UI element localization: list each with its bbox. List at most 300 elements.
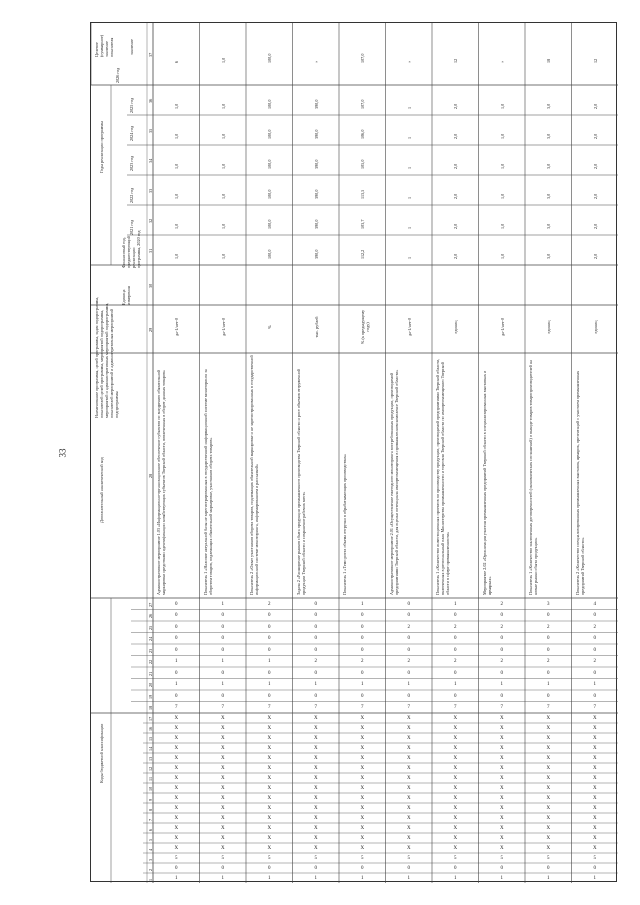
code-digit: X <box>313 716 318 721</box>
row-year-value: 390,0 <box>313 129 319 139</box>
code-digit: 2 <box>268 601 271 607</box>
row-name: Показатель 2 «Охват участников оборота товаров, подлежащих обязательной маркировке и не зарегистрированных в государственной информационной системе мониторинга, информированием и рассылкой» <box>249 355 259 595</box>
code-digit: X <box>313 796 318 801</box>
code-digit: 0 <box>268 624 271 630</box>
column-number: 28 <box>148 473 153 478</box>
column-number: 1 <box>148 878 153 881</box>
code-digit: 0 <box>454 636 457 642</box>
row-year-value: 1,0 <box>499 193 505 199</box>
code-digit: X <box>546 746 551 751</box>
code-digit: 0 <box>175 636 178 642</box>
code-digit: 0 <box>361 693 364 699</box>
code-digit: X <box>546 776 551 781</box>
code-digit: X <box>313 736 318 741</box>
page-number: 33 <box>57 448 68 458</box>
row-target-value: 12 <box>592 58 598 63</box>
row-year-value: 1,0 <box>174 253 180 259</box>
column-number: 13 <box>148 756 153 761</box>
code-digit: X <box>174 796 179 801</box>
code-digit: X <box>453 776 458 781</box>
code-digit: X <box>313 826 318 831</box>
row-year-value: 100,0 <box>267 129 273 139</box>
column-number: 17 <box>148 716 153 721</box>
column-number: 18 <box>148 706 153 711</box>
code-digit: X <box>267 796 272 801</box>
code-digit: 0 <box>454 670 457 676</box>
code-digit: 2 <box>314 659 317 665</box>
column-number: 2 <box>148 868 153 871</box>
code-digit: 7 <box>221 705 224 711</box>
table-grid <box>91 23 618 883</box>
code-digit: X <box>313 776 318 781</box>
code-digit: X <box>546 806 551 811</box>
code-digit: 0 <box>314 866 317 871</box>
code-digit: X <box>220 796 225 801</box>
code-digit: X <box>267 786 272 791</box>
code-digit: X <box>267 736 272 741</box>
code-digit: X <box>592 756 597 761</box>
code-digit: 0 <box>547 866 550 871</box>
code-digit: X <box>453 846 458 851</box>
header-unit-column: Единица измерения <box>121 286 131 305</box>
row-year-value: 3,0 <box>546 163 552 169</box>
code-digit: 0 <box>500 866 503 871</box>
code-digit: X <box>313 846 318 851</box>
code-digit: X <box>360 776 365 781</box>
code-digit: X <box>267 836 272 841</box>
code-digit: 5 <box>593 856 596 861</box>
row-unit: да-1/нет-0 <box>220 317 226 337</box>
code-digit: X <box>267 746 272 751</box>
code-digit: X <box>499 716 504 721</box>
code-digit: 0 <box>175 693 178 699</box>
code-digit: 1 <box>454 876 457 881</box>
code-digit: X <box>220 766 225 771</box>
code-digit: X <box>406 826 411 831</box>
column-number: 14 <box>148 746 153 751</box>
code-digit: 0 <box>268 647 271 653</box>
row-year-value: 113,5 <box>360 189 366 199</box>
column-number: 29 <box>148 327 153 332</box>
row-year-value: 106,0 <box>360 129 366 139</box>
code-digit: X <box>406 806 411 811</box>
code-digit: 0 <box>500 693 503 699</box>
row-unit: да-1/нет-0 <box>174 317 180 337</box>
code-digit: 0 <box>314 613 317 619</box>
row-name: Показатель 2 «Количество специализированных промышленных выставок, ярмарок, презентаций с участием промышленных предприятий Тверской области» <box>574 370 585 595</box>
code-digit: 0 <box>593 613 596 619</box>
row-year-value: 3,0 <box>546 223 552 229</box>
code-digit: 0 <box>361 636 364 642</box>
code-digit: X <box>220 806 225 811</box>
code-digit: X <box>360 736 365 741</box>
code-digit: 7 <box>175 705 178 711</box>
code-digit: X <box>453 796 458 801</box>
row-name: Показатель 1 «Количество заключенных договоренностей (экономических соглашений) о выходе товаров товаропроизводителей на новые рынки сбыта продукции» <box>528 359 538 595</box>
code-digit: 0 <box>314 636 317 642</box>
row-target-value: × <box>499 60 505 63</box>
row-target-value: 18 <box>546 58 552 63</box>
code-digit: 0 <box>175 866 178 871</box>
code-digit: X <box>267 806 272 811</box>
code-digit: X <box>360 756 365 761</box>
code-digit: X <box>174 836 179 841</box>
code-digit: X <box>453 746 458 751</box>
code-digit: 1 <box>500 682 503 688</box>
code-digit: 5 <box>454 856 457 861</box>
code-digit: X <box>267 816 272 821</box>
column-number: 9 <box>148 798 153 801</box>
code-digit: 0 <box>547 693 550 699</box>
code-digit: X <box>174 826 179 831</box>
column-number: 35 <box>148 128 153 133</box>
code-digit: 0 <box>407 670 410 676</box>
header-year-2021: 2021 год <box>129 219 134 235</box>
code-digit: 1 <box>221 601 224 607</box>
code-digit: X <box>220 716 225 721</box>
code-digit: 7 <box>593 705 596 711</box>
code-digit: X <box>360 806 365 811</box>
column-number: 6 <box>148 828 153 831</box>
header-year-2026: 2026 год <box>115 67 120 83</box>
column-number: 8 <box>148 808 153 811</box>
code-digit: 0 <box>547 647 550 653</box>
row-year-value: 100,0 <box>267 159 273 169</box>
code-digit: 0 <box>221 624 224 630</box>
code-digit: X <box>220 836 225 841</box>
code-digit: X <box>313 726 318 731</box>
row-year-value: 2,0 <box>453 253 459 259</box>
row-year-value: 1,0 <box>174 163 180 169</box>
code-digit: X <box>453 716 458 721</box>
code-digit: X <box>220 746 225 751</box>
code-digit: 0 <box>500 636 503 642</box>
code-digit: X <box>499 836 504 841</box>
header-year-2025: 2025 год <box>129 97 134 113</box>
code-digit: 1 <box>268 876 271 881</box>
row-year-value: 100,0 <box>267 99 273 109</box>
row-year-value: 1,0 <box>220 253 226 259</box>
code-digit: 0 <box>221 647 224 653</box>
code-digit: X <box>360 836 365 841</box>
code-digit: 0 <box>407 693 410 699</box>
code-digit: 0 <box>361 624 364 630</box>
code-digit: X <box>174 726 179 731</box>
code-digit: X <box>453 756 458 761</box>
row-year-value: 2,0 <box>453 223 459 229</box>
header-year-2022: 2022 год <box>129 187 134 203</box>
code-digit: X <box>546 786 551 791</box>
code-digit: X <box>453 786 458 791</box>
code-digit: 2 <box>361 659 364 665</box>
code-digit: 4 <box>593 601 596 607</box>
code-digit: 1 <box>175 876 178 881</box>
column-number: 21 <box>148 671 153 676</box>
code-digit: X <box>220 826 225 831</box>
code-digit: X <box>360 786 365 791</box>
column-number: 22 <box>148 660 153 665</box>
column-number: 15 <box>148 736 153 741</box>
code-digit: X <box>406 716 411 721</box>
code-digit: 1 <box>221 876 224 881</box>
code-digit: X <box>267 716 272 721</box>
code-digit: X <box>174 816 179 821</box>
column-number: 24 <box>148 637 153 642</box>
code-digit: 0 <box>175 624 178 630</box>
code-digit: 0 <box>593 647 596 653</box>
code-digit: X <box>592 826 597 831</box>
row-name: Показатель 1 «Темп роста объема отгрузки в обрабатывающих производствах» <box>342 453 347 595</box>
column-number: 31 <box>148 248 153 253</box>
code-digit: X <box>546 756 551 761</box>
code-digit: 0 <box>407 613 410 619</box>
row-target-value: 1,0 <box>220 57 226 63</box>
column-number: 34 <box>148 158 153 163</box>
code-digit: 2 <box>454 624 457 630</box>
code-digit: 0 <box>221 670 224 676</box>
row-unit: тыс. рублей <box>313 316 319 338</box>
code-digit: 0 <box>454 647 457 653</box>
code-digit: X <box>546 726 551 731</box>
column-number: 3 <box>148 858 153 861</box>
row-year-value: 1 <box>406 256 412 259</box>
header-budget-codes: Коды бюджетной классификации <box>99 723 104 783</box>
column-number: 19 <box>148 694 153 699</box>
code-digit: 0 <box>314 601 317 607</box>
code-digit: X <box>499 816 504 821</box>
code-digit: 5 <box>407 856 410 861</box>
code-digit: X <box>174 756 179 761</box>
code-digit: X <box>499 846 504 851</box>
row-year-value: 1,0 <box>220 223 226 229</box>
code-digit: 0 <box>500 670 503 676</box>
code-digit: X <box>220 726 225 731</box>
code-digit: X <box>313 746 318 751</box>
code-digit: 3 <box>547 601 550 607</box>
row-year-value: 3,0 <box>546 133 552 139</box>
code-digit: X <box>499 786 504 791</box>
code-digit: 1 <box>361 601 364 607</box>
column-number: 11 <box>148 776 153 781</box>
row-year-value: 1,0 <box>499 103 505 109</box>
row-target-value: 6 <box>174 60 180 63</box>
code-digit: 0 <box>361 647 364 653</box>
code-digit: 5 <box>500 856 503 861</box>
code-digit: X <box>174 746 179 751</box>
row-year-value: 1 <box>406 196 412 199</box>
row-year-value: 1,0 <box>220 163 226 169</box>
code-digit: X <box>220 786 225 791</box>
code-digit: 0 <box>593 670 596 676</box>
code-digit: X <box>267 766 272 771</box>
header-target-column: Целевое (суммарное) значение показателя <box>94 34 114 57</box>
code-digit: X <box>499 756 504 761</box>
code-digit: 2 <box>407 624 410 630</box>
row-year-value: 1,0 <box>174 133 180 139</box>
row-year-value: 390,0 <box>313 219 319 229</box>
header-extra-code: Дополнительный аналитический код <box>99 457 104 523</box>
code-digit: X <box>592 806 597 811</box>
code-digit: 1 <box>175 659 178 665</box>
row-year-value: 1 <box>406 136 412 139</box>
column-number: 37 <box>148 52 153 57</box>
row-name: Показатель 1 «Количество инвестиционных проектов по производству продукции, производимой предприятиями Тверской области, включенных в региональный план Министерства промышленности и торговли Тверской области по импортозамещению Тверской области в сфере промышленности» <box>435 358 450 595</box>
header-year-2023: 2023 год <box>129 155 134 171</box>
row-target-value: 100,0 <box>267 53 273 63</box>
code-digit: X <box>453 736 458 741</box>
column-number: 27 <box>148 602 153 607</box>
code-digit: 0 <box>407 636 410 642</box>
code-digit: X <box>453 806 458 811</box>
column-number: 4 <box>148 848 153 851</box>
code-digit: 0 <box>314 693 317 699</box>
column-number: 7 <box>148 818 153 821</box>
code-digit: 2 <box>500 624 503 630</box>
row-year-value: 112,2 <box>360 249 366 259</box>
code-digit: 0 <box>500 613 503 619</box>
column-number: 25 <box>148 625 153 630</box>
row-year-value: 103,7 <box>360 219 366 229</box>
code-digit: 1 <box>407 876 410 881</box>
row-year-value: 100,0 <box>267 219 273 229</box>
code-digit: 0 <box>593 693 596 699</box>
code-digit: X <box>499 796 504 801</box>
code-digit: X <box>313 766 318 771</box>
code-digit: 0 <box>547 636 550 642</box>
row-name: Административное мероприятие 1.03 «Информационно-организационное обеспечение субъектов по внедрению обязательной маркировки средствами идентификации хозяйствующих субъектов Тверской области, вовлеченных в оборот данных товаров» <box>156 369 166 595</box>
code-digit: X <box>360 816 365 821</box>
code-digit: 0 <box>314 624 317 630</box>
row-year-value: 2,0 <box>592 193 598 199</box>
code-digit: X <box>406 766 411 771</box>
code-digit: X <box>313 816 318 821</box>
row-name: Показатель 1 «Наличие актуальной базы не зарегистрированных в государственной информационной системе мониторинга за оборотом товаров, подлежащих обязательной маркировке, участников оборота товаров» <box>202 369 213 595</box>
row-unit: да-1/нет-0 <box>406 317 412 337</box>
code-digit: X <box>220 846 225 851</box>
code-digit: 2 <box>500 601 503 607</box>
row-unit: % (к предыдущему году) <box>360 309 371 345</box>
code-digit: X <box>360 796 365 801</box>
code-digit: X <box>546 826 551 831</box>
code-digit: 2 <box>547 624 550 630</box>
column-number: 20 <box>148 683 153 688</box>
code-digit: X <box>453 816 458 821</box>
code-digit: X <box>499 776 504 781</box>
code-digit: 0 <box>314 670 317 676</box>
row-year-value: 3,0 <box>546 103 552 109</box>
code-digit: 2 <box>547 659 550 665</box>
column-number: 26 <box>148 614 153 619</box>
code-digit: 0 <box>407 601 410 607</box>
code-digit: X <box>592 776 597 781</box>
code-digit: X <box>592 746 597 751</box>
row-year-value: 1 <box>406 226 412 229</box>
row-year-value: 2,0 <box>592 223 598 229</box>
code-digit: 0 <box>175 647 178 653</box>
code-digit: X <box>220 756 225 761</box>
code-digit: X <box>546 716 551 721</box>
row-year-value: 3,0 <box>546 193 552 199</box>
row-year-value: 1,0 <box>174 103 180 109</box>
code-digit: X <box>453 836 458 841</box>
row-unit: единиц <box>592 320 598 334</box>
code-digit: 5 <box>361 856 364 861</box>
code-digit: X <box>267 846 272 851</box>
code-digit: 0 <box>175 601 178 607</box>
code-digit: X <box>592 726 597 731</box>
code-digit: 1 <box>593 682 596 688</box>
code-digit: X <box>220 736 225 741</box>
code-digit: X <box>360 826 365 831</box>
code-digit: X <box>313 756 318 761</box>
code-digit: 0 <box>268 636 271 642</box>
row-year-value: 2,0 <box>592 133 598 139</box>
code-digit: 7 <box>407 705 410 711</box>
code-digit: X <box>406 776 411 781</box>
code-digit: 2 <box>454 659 457 665</box>
row-year-value: 1,0 <box>220 193 226 199</box>
code-digit: X <box>174 776 179 781</box>
column-number: 23 <box>148 648 153 653</box>
row-name: Административное мероприятие 2.01 «Осуществление ежегодного мониторинга востребованных продукции, производимой предприятиями Тверской области, для оценки потенциала импортозамещения в промышленном комплексе Тверской области» <box>388 369 399 595</box>
code-digit: 1 <box>221 682 224 688</box>
code-digit: 0 <box>221 866 224 871</box>
column-number: 12 <box>148 766 153 771</box>
code-digit: X <box>313 806 318 811</box>
code-digit: X <box>406 726 411 731</box>
code-digit: 1 <box>361 876 364 881</box>
column-number: 5 <box>148 838 153 841</box>
code-digit: 7 <box>268 705 271 711</box>
code-digit: X <box>406 746 411 751</box>
code-digit: X <box>546 796 551 801</box>
code-digit: 1 <box>268 659 271 665</box>
code-digit: X <box>220 776 225 781</box>
row-unit: единиц <box>546 320 552 334</box>
row-year-value: 1,0 <box>220 133 226 139</box>
code-digit: X <box>592 766 597 771</box>
row-target-value: × <box>406 60 412 63</box>
code-digit: X <box>546 836 551 841</box>
code-digit: X <box>499 806 504 811</box>
code-digit: X <box>499 726 504 731</box>
row-year-value: 100,0 <box>267 249 273 259</box>
column-number: 32 <box>148 218 153 223</box>
code-digit: 0 <box>268 866 271 871</box>
row-year-value: 1,0 <box>499 253 505 259</box>
code-digit: 5 <box>314 856 317 861</box>
code-digit: X <box>592 846 597 851</box>
code-digit: 1 <box>314 682 317 688</box>
row-year-value: 1,0 <box>174 193 180 199</box>
row-year-value: 1 <box>406 106 412 109</box>
code-digit: 1 <box>547 876 550 881</box>
code-digit: 5 <box>221 856 224 861</box>
code-digit: 2 <box>407 659 410 665</box>
row-year-value: 100,0 <box>267 189 273 199</box>
row-year-value: 1,0 <box>499 223 505 229</box>
code-digit: 5 <box>547 856 550 861</box>
code-digit: X <box>313 836 318 841</box>
code-digit: X <box>546 816 551 821</box>
row-year-value: 390,0 <box>313 159 319 169</box>
code-digit: 2 <box>593 624 596 630</box>
code-digit: 0 <box>221 636 224 642</box>
code-digit: 0 <box>175 670 178 676</box>
code-digit: 0 <box>268 693 271 699</box>
code-digit: X <box>453 766 458 771</box>
code-digit: X <box>174 846 179 851</box>
